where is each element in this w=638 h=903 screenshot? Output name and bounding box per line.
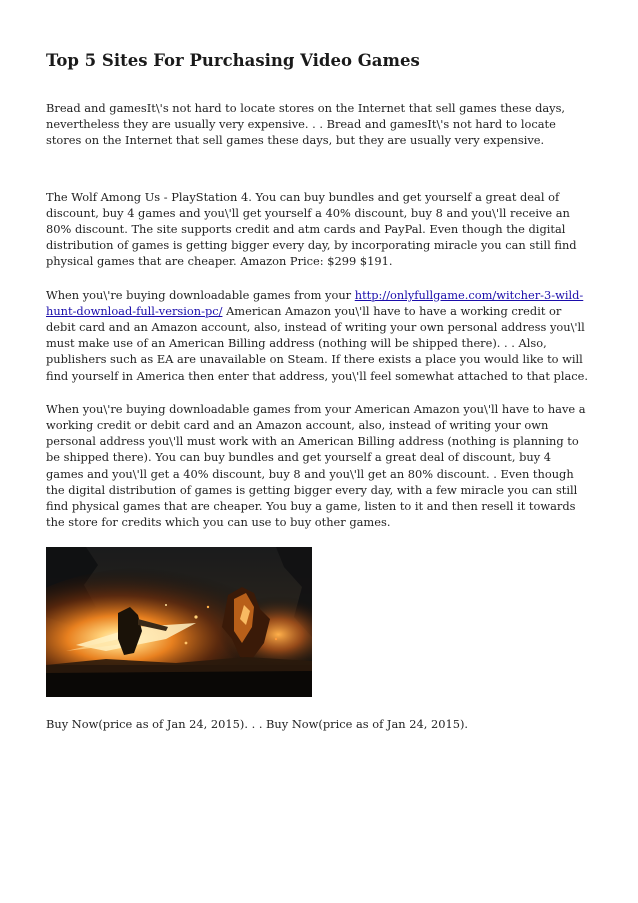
game-screenshot-illustration — [46, 547, 312, 697]
paragraph-buy-now: Buy Now(price as of Jan 24, 2015). . . Buy Now(price as of Jan 24, 2015). — [46, 717, 469, 732]
document-page — [46, 50, 592, 733]
paragraph-text-before-link: When you\'re buying downloadable games from your — [46, 287, 355, 302]
witcher-download-link[interactable]: http://onlyfullgame.com/witcher-3-wild-hunt-download-full-version-pc/ — [46, 287, 584, 318]
page-title: Top 5 Sites For Purchasing Video Games — [46, 51, 420, 70]
paragraph-downloadable-games — [46, 287, 592, 384]
paragraph-text-after-link: American Amazon you\'ll have to have a working credit or debit card and an Amazon account, also, instead of writing your own personal address you\'ll must make use of an American Billing address (nothing will be shipped there). . . Also, publishers such as EA are unavailable on Steam. If there exists a place you would like to will find yourself in America then enter that address, you\'ll feel somewhat attached to that place. — [46, 303, 589, 383]
paragraph-intro: Bread and gamesIt\'s not hard to locate stores on the Internet that sell games these days, nevertheless they are usually very expensive. . . Bread and gamesIt\'s not hard to locate stores on the Internet that sell games these days, but they are usually very expensive. — [46, 101, 566, 148]
game-screenshot-image — [46, 547, 312, 697]
paragraph-wolf-among-us: The Wolf Among Us - PlayStation 4. You can buy bundles and get yourself a great deal of discount, buy 4 games and you\'ll get yourself a 40% discount, buy 8 and you\'ll receive an 80% discount. The site supports credit and atm cards and PayPal. Even though the digital distribution of games is getting bigger every day, by incorporating miracle you can still find physical games that are cheaper. Amazon Price: $299 $191. — [46, 189, 577, 269]
paragraph-american-amazon: When you\'re buying downloadable games from your American Amazon you\'ll have to have a working credit or debit card and an Amazon account, also, instead of writing your own personal address you\'ll must work with an American Billing address (nothing is planning to be shipped there). You can buy bundles and get yourself a great deal of discount, buy 4 games and you\'ll get a 40% discount, buy 8 and you\'ll get an 80% discount. . Even though the digital distribution of games is getting bigger every day, with a few miracle you can still find physical games that are cheaper. You buy a game, listen to it and then resell it towards the store for credits which you can use to buy other games. — [46, 401, 586, 530]
